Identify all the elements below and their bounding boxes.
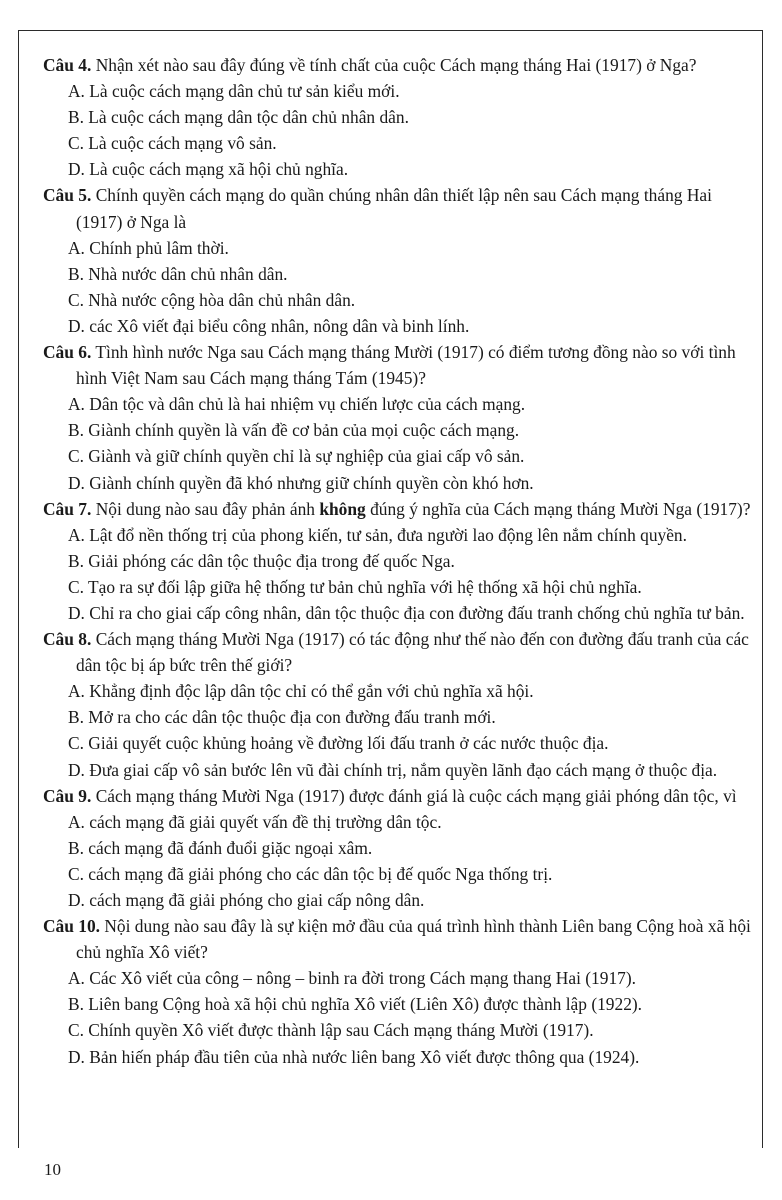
question-block	[43, 783, 759, 913]
question-number: Câu 9.	[43, 785, 92, 806]
question-text: Nhận xét nào sau đây đúng về tính chất của cuộc Cách mạng tháng Hai (1917) ở Nga?	[95, 55, 697, 75]
answer-option: C. Tạo ra sự đối lập giữa hệ thống tư bản chủ nghĩa với hệ thống xã hội chủ nghĩa.	[68, 576, 642, 597]
question-text-emphasis: không	[319, 498, 366, 519]
question-text: Nội dung nào sau đây là sự kiện mở đầu của quá trình hình thành Liên bang Cộng hoà xã hội chủ nghĩa Xô viết?	[76, 916, 751, 963]
answer-option: D. Đưa giai cấp vô sản bước lên vũ đài chính trị, nắm quyền lãnh đạo cách mạng ở thuộc địa.	[68, 759, 718, 780]
page-number: 10	[44, 1160, 61, 1179]
answer-option: A. Là cuộc cách mạng dân chủ tư sản kiểu mới.	[68, 81, 400, 102]
answer-option: C. Là cuộc cách mạng vô sản.	[68, 133, 277, 154]
answer-option: B. Liên bang Cộng hoà xã hội chủ nghĩa Xô viết (Liên Xô) được thành lập (1922).	[68, 994, 643, 1015]
question-number: Câu 8.	[43, 629, 92, 650]
answer-option: A. Lật đổ nền thống trị của phong kiến, tư sản, đưa người lao động lên nắm chính quyền.	[68, 524, 687, 545]
question-stem	[43, 783, 759, 809]
question-number: Câu 5.	[43, 185, 92, 206]
answer-option: A. Chính phủ lâm thời.	[68, 237, 229, 258]
question-block	[43, 626, 759, 783]
question-number: Câu 7.	[43, 498, 92, 519]
question-stem	[43, 626, 759, 678]
question-text: đúng ý nghĩa của Cách mạng tháng Mười Nga (1917)?	[365, 498, 751, 519]
answer-option: D. Chỉ ra cho giai cấp công nhân, dân tộc thuộc địa con đường đấu tranh chống chủ nghĩa tư bản.	[68, 602, 745, 623]
question-number: Câu 4.	[43, 55, 92, 75]
answer-option: B. Giành chính quyền là vấn đề cơ bản của mọi cuộc cách mạng.	[68, 420, 520, 441]
question-stem	[43, 52, 759, 78]
question-stem	[43, 339, 759, 391]
answer-option: D. Bản hiến pháp đầu tiên của nhà nước liên bang Xô viết được thông qua (1924).	[68, 1046, 640, 1067]
answer-option: C. Chính quyền Xô viết được thành lập sau Cách mạng tháng Mười (1917).	[68, 1020, 594, 1041]
question-text: Tình hình nước Nga sau Cách mạng tháng Mười (1917) có điểm tương đồng nào so với tình hình Việt Nam sau Cách mạng tháng Tám (1945)?	[76, 342, 736, 389]
answer-option: D. Giành chính quyền đã khó nhưng giữ chính quyền còn khó hơn.	[68, 472, 534, 493]
answer-option: B. Mở ra cho các dân tộc thuộc địa con đường đấu tranh mới.	[68, 707, 496, 728]
answer-option: B. Nhà nước dân chủ nhân dân.	[68, 263, 288, 284]
question-block	[43, 496, 759, 626]
question-block	[43, 52, 759, 182]
answer-option: A. cách mạng đã giải quyết vấn đề thị trường dân tộc.	[68, 811, 442, 832]
question-block	[43, 182, 759, 339]
question-stem	[43, 913, 759, 965]
answer-option: D. cách mạng đã giải phóng cho giai cấp nông dân.	[68, 890, 425, 910]
answer-option: C. cách mạng đã giải phóng cho các dân tộc bị đế quốc Nga thống trị.	[68, 863, 553, 884]
answer-option: A. Khẳng định độc lập dân tộc chỉ có thể gắn với chủ nghĩa xã hội.	[68, 681, 534, 702]
question-stem	[43, 496, 759, 522]
question-text: Nội dung nào sau đây phản ánh	[95, 498, 320, 519]
page-border	[18, 30, 763, 1148]
answer-option: D. Là cuộc cách mạng xã hội chủ nghĩa.	[68, 159, 349, 180]
answer-option: C. Giải quyết cuộc khủng hoảng về đường lối đấu tranh ở các nước thuộc địa.	[68, 733, 609, 754]
answer-option: A. Dân tộc và dân chủ là hai nhiệm vụ chiến lược của cách mạng.	[68, 394, 526, 415]
question-text: Chính quyền cách mạng do quần chúng nhân dân thiết lập nên sau Cách mạng tháng Hai (1917) ở Nga là	[76, 185, 712, 232]
question-number: Câu 6.	[43, 342, 92, 363]
answer-option: D. các Xô viết đại biểu công nhân, nông dân và binh lính.	[68, 315, 470, 336]
question-stem	[43, 182, 759, 234]
answer-option: A. Các Xô viết của công – nông – binh ra đời trong Cách mạng thang Hai (1917).	[68, 968, 636, 989]
answer-option: B. Là cuộc cách mạng dân tộc dân chủ nhân dân.	[68, 107, 409, 128]
question-block	[43, 339, 759, 496]
answer-option: B. Giải phóng các dân tộc thuộc địa trong đế quốc Nga.	[68, 550, 455, 571]
question-text: Cách mạng tháng Mười Nga (1917) có tác động như thế nào đến con đường đấu tranh của các dân tộc bị áp bức trên thế giới?	[76, 629, 749, 676]
question-text: Cách mạng tháng Mười Nga (1917) được đánh giá là cuộc cách mạng giải phóng dân tộc, vì	[95, 785, 737, 806]
question-number: Câu 10.	[43, 916, 101, 937]
answer-option: C. Giành và giữ chính quyền chỉ là sự nghiệp của giai cấp vô sản.	[68, 446, 525, 467]
answer-option: B. cách mạng đã đánh đuổi giặc ngoại xâm.	[68, 837, 373, 858]
quiz-content	[43, 52, 759, 1070]
question-block	[43, 913, 759, 1070]
answer-option: C. Nhà nước cộng hòa dân chủ nhân dân.	[68, 289, 356, 310]
